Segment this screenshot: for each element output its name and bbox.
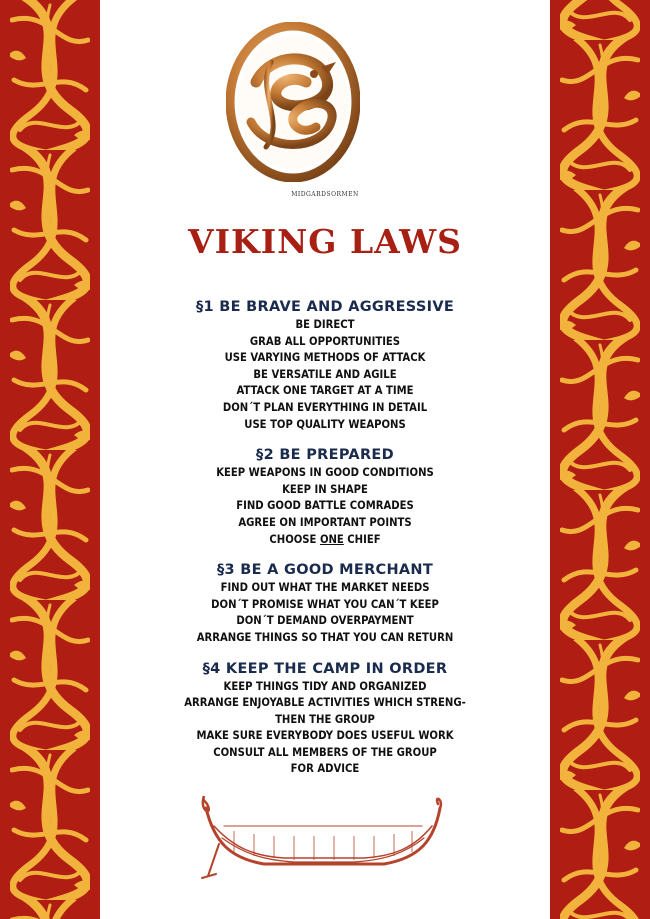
- poster-title: VIKING LAWS: [187, 222, 463, 261]
- line-part: CHOOSE: [269, 532, 320, 546]
- law-heading: §3 BE A GOOD MERCHANT: [216, 562, 434, 579]
- law-line: FOR ADVICE: [290, 762, 360, 776]
- law-section-3: [100, 560, 550, 646]
- left-knotwork-pattern: [0, 0, 100, 919]
- viking-ship-illustration: [194, 786, 452, 886]
- law-line: DON´T PLAN EVERYTHING IN DETAIL: [222, 400, 428, 414]
- law-line: FIND GOOD BATTLE COMRADES: [236, 499, 414, 513]
- law-line: KEEP WEAPONS IN GOOD CONDITIONS: [216, 466, 434, 480]
- left-knotwork-border: [0, 0, 100, 919]
- law-line: THEN THE GROUP: [275, 712, 375, 726]
- law-section-4: [100, 659, 550, 779]
- law-heading: §2 BE PREPARED: [256, 447, 394, 464]
- law-line: DON´T DEMAND OVERPAYMENT: [236, 614, 414, 628]
- law-heading: §1 BE BRAVE AND AGGRESSIVE: [195, 299, 455, 315]
- law-line: BE VERSATILE AND AGILE: [253, 367, 397, 381]
- law-line: FIND OUT WHAT THE MARKET NEEDS: [220, 581, 430, 595]
- law-line: USE VARYING METHODS OF ATTACK: [224, 351, 426, 365]
- law-line: GRAB ALL OPPORTUNITIES: [249, 334, 401, 348]
- line-part: CHIEF: [343, 532, 381, 546]
- emblem-caption: MIDGARDSORMEN: [291, 191, 359, 198]
- law-line: DON´T PROMISE WHAT YOU CAN´T KEEP: [211, 597, 439, 611]
- law-line: ARRANGE ENJOYABLE ACTIVITIES WHICH STRENG-: [184, 696, 466, 710]
- law-line: BE DIRECT: [295, 318, 355, 331]
- law-line: KEEP IN SHAPE: [282, 482, 368, 496]
- law-line: ATTACK ONE TARGET AT A TIME: [236, 384, 414, 398]
- law-section-2: [100, 445, 550, 548]
- law-line: AGREE ON IMPORTANT POINTS: [238, 515, 412, 529]
- law-line-choose-chief: [100, 532, 550, 549]
- law-line: USE TOP QUALITY WEAPONS: [244, 417, 406, 431]
- law-line: KEEP THINGS TIDY AND ORGANIZED: [223, 679, 427, 693]
- right-knotwork-pattern: [550, 0, 650, 919]
- laws-list: [100, 297, 550, 790]
- law-heading: §4 KEEP THE CAMP IN ORDER: [202, 660, 448, 677]
- law-line: ARRANGE THINGS SO THAT YOU CAN RETURN: [196, 630, 454, 644]
- law-line: MAKE SURE EVERYBODY DOES USEFUL WORK: [196, 729, 454, 743]
- law-section-1: [100, 297, 550, 433]
- midgard-serpent-emblem: [226, 22, 360, 182]
- law-line: CONSULT ALL MEMBERS OF THE GROUP: [213, 745, 437, 759]
- underlined-word: ONE: [319, 532, 344, 546]
- poster-content: [100, 0, 550, 919]
- right-knotwork-border: [550, 0, 650, 919]
